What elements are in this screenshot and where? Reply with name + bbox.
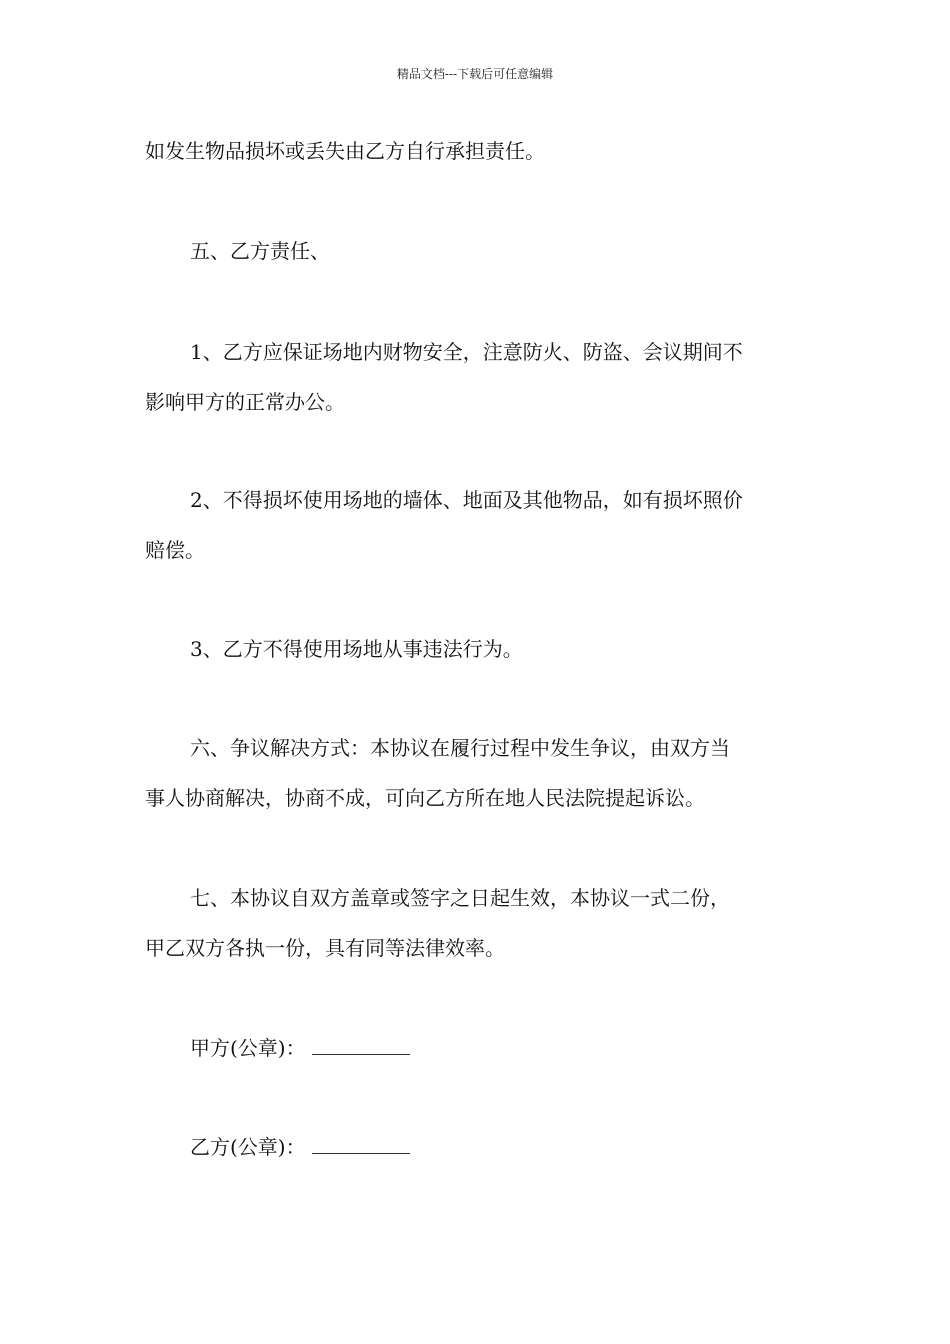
paragraph-line: 如发生物品损坏或丢失由乙方自行承担责任。 xyxy=(145,139,545,163)
paragraph-line: 七、本协议自双方盖章或签字之日起生效，本协议一式二份， xyxy=(190,886,730,910)
paragraph-line: 赔偿。 xyxy=(145,538,205,562)
section-heading-party-b-duties xyxy=(145,226,815,276)
paragraph-line: 影响甲方的正常办公。 xyxy=(145,390,345,414)
paragraph-line: 事人协商解决，协商不成，可向乙方所在地人民法院提起诉讼。 xyxy=(145,786,705,810)
paragraph-liability-note xyxy=(145,126,815,176)
signature-party-b xyxy=(190,1133,410,1161)
section-dispute-resolution xyxy=(145,723,815,823)
signature-party-b-label: 乙方(公章)： xyxy=(190,1135,306,1159)
paragraph-line: 3、乙方不得使用场地从事违法行为。 xyxy=(190,637,523,661)
signature-party-b-blank xyxy=(312,1135,410,1154)
paragraph-line: 六、争议解决方式：本协议在履行过程中发生争议，由双方当 xyxy=(190,736,730,760)
paragraph-line: 1、乙方应保证场地内财物安全，注意防火、防盗、会议期间不 xyxy=(190,340,743,364)
clause-3 xyxy=(145,624,815,674)
paragraph-line: 2、不得损坏使用场地的墙体、地面及其他物品，如有损坏照价 xyxy=(190,488,743,512)
paragraph-line: 甲乙双方各执一份，具有同等法律效率。 xyxy=(145,936,505,960)
page-header: 精品文档---下载后可任意编辑 xyxy=(396,67,554,81)
signature-party-a xyxy=(190,1034,410,1062)
signature-party-a-blank xyxy=(312,1036,410,1055)
signature-party-a-label: 甲方(公章)： xyxy=(190,1036,306,1060)
section-effectiveness xyxy=(145,873,815,973)
clause-1 xyxy=(145,327,815,427)
paragraph-line: 五、乙方责任、 xyxy=(190,239,330,263)
clause-2 xyxy=(145,475,815,575)
